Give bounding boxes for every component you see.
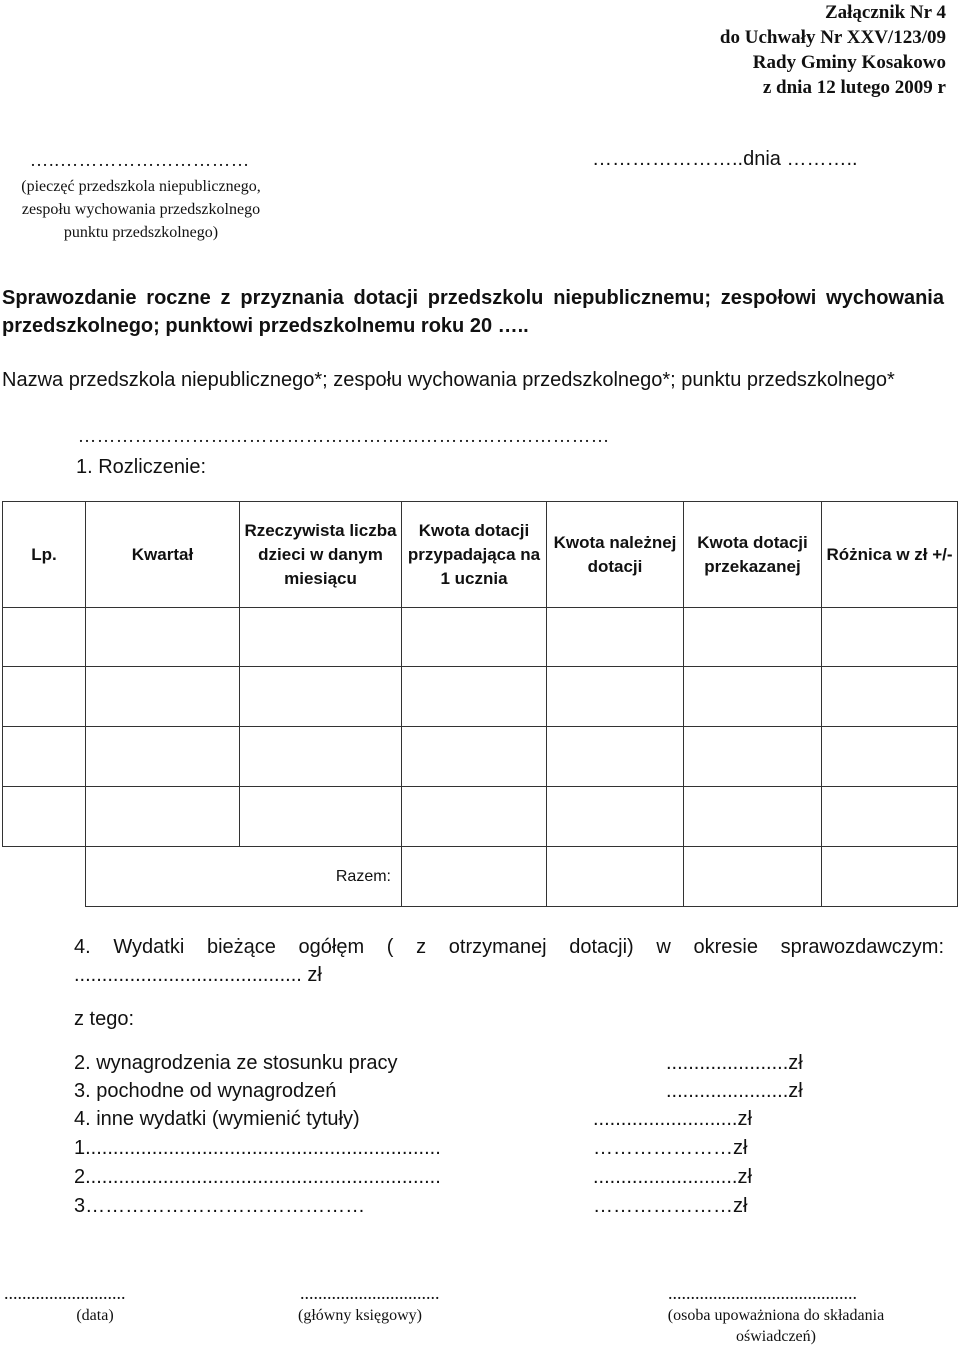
header-line-1: Załącznik Nr 4 [824, 2, 946, 23]
signature-dots-date: ........................... [4, 1283, 126, 1303]
header-line-3: Rady Gminy Kosakowo [752, 52, 946, 73]
col-header-quarter: Kwartał [86, 502, 240, 608]
expense-item-amount: ......................zł [666, 1080, 803, 1102]
col-header-children: Rzeczywista liczba dzieci w danym miesiącu [240, 502, 402, 608]
table-row [3, 787, 958, 847]
stamp-dots: …..………………………… [30, 150, 250, 170]
expense-item-label: 3…………………………………… [74, 1195, 366, 1217]
date-line: …………………..dnia ……….. [592, 148, 858, 170]
stamp-note-line-2: zespołu wychowania przedszkolnego [21, 201, 261, 218]
signature-dots-authorized: .......................................... [668, 1283, 857, 1303]
expense-item-amount: ..........................zł [593, 1108, 752, 1130]
stamp-note-line-3: punktu przedszkolnego) [63, 224, 219, 241]
header-line-2: do Uchwały Nr XXV/123/09 [719, 27, 946, 48]
total-label: Razem: [86, 847, 402, 907]
settlement-table [2, 501, 958, 907]
stamp-note [0, 175, 282, 244]
table-row [3, 667, 958, 727]
signature-label-accountant: (główny księgowy) [298, 1307, 422, 1324]
expense-item-amount: ..........................zł [593, 1166, 752, 1188]
section-4-expenses: 4. Wydatki bieżące ogółęm ( z otrzymanej dotacji) w okresie sprawozdawczym: ......................................... zł [74, 936, 944, 986]
table-header-row [3, 502, 958, 608]
signature-dots-accountant: ............................... [300, 1283, 440, 1303]
signature-label-authorized: (osoba upoważniona do składania oświadczeń) [667, 1307, 885, 1345]
header-line-4: z dnia 12 lutego 2009 r [762, 77, 946, 98]
expense-item-amount: …………………zł [593, 1195, 748, 1217]
of-which-label: z tego: [74, 1008, 135, 1030]
col-header-per-pupil: Kwota dotacji przypadająca na 1 ucznia [402, 502, 547, 608]
table-row [3, 608, 958, 667]
report-title: Sprawozdanie roczne z przyznania dotacji przedszkolu niepublicznemu; zespołowi wychowania przedszkolnego; punktowi przedszkolnemu roku 20 ….. [2, 287, 944, 337]
name-dots: ………………………………………………………………………… [78, 426, 610, 446]
expense-item-amount: ......................zł [666, 1052, 803, 1074]
col-header-transferred: Kwota dotacji przekazanej [684, 502, 822, 608]
attachment-header [720, 0, 946, 100]
expense-item-label: 4. inne wydatki (wymienić tytuły) [74, 1108, 360, 1130]
col-header-lp: Lp. [3, 502, 86, 608]
table-total-row [3, 847, 958, 907]
expense-item-amount: …………………zł [593, 1137, 748, 1159]
expense-item-label: 1................................................................ [74, 1137, 441, 1159]
table-row [3, 727, 958, 787]
expense-item-label: 3. pochodne od wynagrodzeń [74, 1080, 337, 1102]
stamp-note-line-1: (pieczęć przedszkola niepublicznego, [21, 178, 261, 195]
col-header-difference: Różnica w zł +/- [822, 502, 958, 608]
col-header-due: Kwota należnej dotacji [547, 502, 684, 608]
signature-label-date: (data) [76, 1307, 114, 1324]
expense-item-label: 2................................................................ [74, 1166, 441, 1188]
section-1-heading: 1. Rozliczenie: [76, 456, 207, 478]
expense-item-label: 2. wynagrodzenia ze stosunku pracy [74, 1052, 398, 1074]
name-label: Nazwa przedszkola niepublicznego*; zespołu wychowania przedszkolnego*; punktu przedszkolnego* [2, 369, 895, 391]
